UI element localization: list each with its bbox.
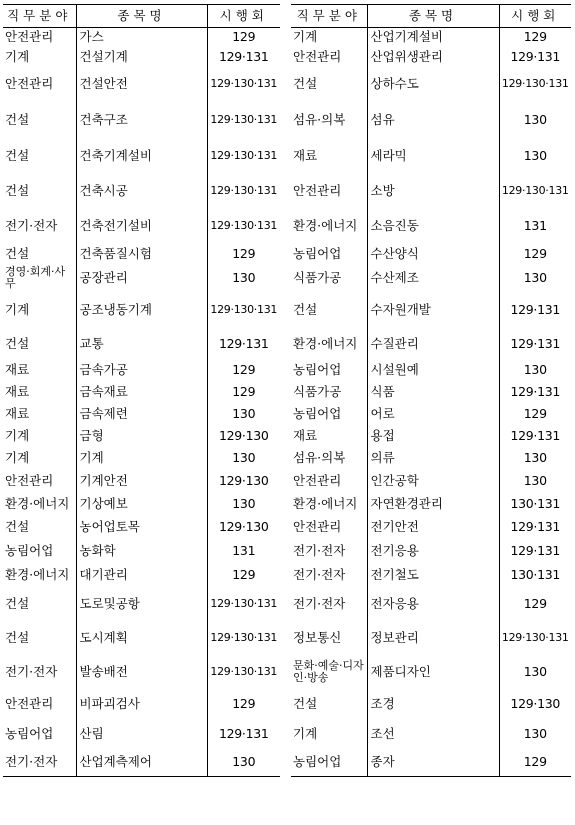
round-cell: 129·130·131 [210, 76, 278, 90]
item-cell: 가스 [76, 28, 207, 47]
round-cell: 129 [499, 749, 571, 777]
round-cell: 131 [232, 542, 256, 558]
field-cell: 건설 [291, 291, 367, 329]
round-cell: 129 [232, 361, 256, 377]
header-row [3, 5, 280, 28]
field-cell: 건설 [291, 67, 367, 101]
round-cell: 130 [232, 405, 256, 421]
field-cell: 환경·에너지 [291, 329, 367, 359]
field-cell: 건설 [3, 139, 76, 173]
item-cell: 비파괴검사 [76, 689, 207, 719]
item-cell: 식품 [367, 381, 499, 403]
item-cell: 정보관리 [367, 621, 499, 655]
round-cell: 129·130·131 [210, 596, 278, 610]
table-row [291, 329, 571, 359]
item-cell: 수산제조 [367, 265, 499, 291]
field-cell: 건설 [3, 173, 76, 209]
round-cell: 129 [523, 245, 547, 261]
table-row [3, 329, 280, 359]
item-cell: 시설원예 [367, 359, 499, 381]
field-cell: 건설 [291, 689, 367, 719]
round-cell: 129 [232, 245, 256, 261]
table-row [291, 359, 571, 381]
field-cell: 안전관리 [3, 689, 76, 719]
field-cell: 환경·에너지 [291, 209, 367, 243]
field-cell: 환경·에너지 [291, 493, 367, 515]
item-cell: 기계안전 [76, 469, 207, 493]
field-cell: 재료 [291, 139, 367, 173]
table-row [3, 587, 280, 621]
field-cell: 농림어업 [3, 539, 76, 563]
round-cell: 130 [232, 449, 256, 465]
field-cell: 재료 [3, 403, 76, 425]
item-cell: 전자응용 [367, 587, 499, 621]
item-cell: 세라믹 [367, 139, 499, 173]
field-cell: 정보통신 [291, 621, 367, 655]
item-cell: 인간공학 [367, 469, 499, 493]
table-row [291, 749, 571, 777]
table-row [3, 265, 280, 291]
table-row [3, 469, 280, 493]
item-cell: 건축전기설비 [76, 209, 207, 243]
field-cell: 농림어업 [3, 719, 76, 749]
table-row [3, 291, 280, 329]
round-cell: 130·131 [510, 495, 561, 511]
field-cell: 안전관리 [3, 67, 76, 101]
table-row [291, 621, 571, 655]
field-cell: 전기·전자 [291, 539, 367, 563]
table-row [291, 403, 571, 425]
round-cell: 129·130·131 [210, 148, 278, 162]
round-cell: 130 [523, 725, 547, 741]
table-row [3, 719, 280, 749]
item-cell: 제품디자인 [367, 655, 499, 689]
item-cell: 어로 [367, 403, 499, 425]
item-cell: 도시계획 [76, 621, 207, 655]
field-cell: 건설 [3, 243, 76, 265]
field-cell: 전기·전자 [3, 209, 76, 243]
field-cell: 기계 [3, 425, 76, 447]
item-cell: 산업계측제어 [76, 749, 207, 777]
table-row [291, 291, 571, 329]
item-cell: 용접 [367, 425, 499, 447]
item-cell: 교통 [76, 329, 207, 359]
field-cell: 전기·전자 [291, 587, 367, 621]
item-cell: 전기안전 [367, 515, 499, 539]
round-cell: 129·130·131 [210, 664, 278, 678]
table-row [291, 655, 571, 689]
item-cell: 대기관리 [76, 563, 207, 587]
field-cell: 건설 [3, 101, 76, 139]
round-cell: 129·131 [218, 48, 269, 64]
field-cell: 기계 [3, 47, 76, 67]
field-cell: 전기·전자 [291, 563, 367, 587]
round-cell: 130 [523, 663, 547, 679]
field-cell: 문화·예술·디자인·방송 [291, 655, 367, 689]
table-row [3, 493, 280, 515]
item-cell: 기계 [76, 447, 207, 469]
table-row [3, 173, 280, 209]
item-cell: 산림 [76, 719, 207, 749]
item-cell: 종자 [367, 749, 499, 777]
item-cell: 발송배전 [76, 655, 207, 689]
item-cell: 건축구조 [76, 101, 207, 139]
round-cell: 130 [523, 269, 547, 285]
round-cell: 130 [523, 147, 547, 163]
table-row [3, 689, 280, 719]
table-row [3, 209, 280, 243]
table-row [291, 243, 571, 265]
item-cell: 기상예보 [76, 493, 207, 515]
exam-table-left [3, 4, 280, 777]
item-cell: 상하수도 [367, 67, 499, 101]
item-cell: 농화학 [76, 539, 207, 563]
item-cell: 건설기계 [76, 47, 207, 67]
round-cell: 129·130 [510, 695, 561, 711]
table-row [3, 101, 280, 139]
round-cell: 129·131 [510, 335, 561, 351]
field-cell: 식품가공 [291, 381, 367, 403]
field-cell: 건설 [3, 587, 76, 621]
field-cell: 안전관리 [291, 515, 367, 539]
round-cell: 130·131 [510, 566, 561, 582]
field-cell: 환경·에너지 [3, 493, 76, 515]
exam-table-right [291, 4, 571, 777]
item-cell: 전기철도 [367, 563, 499, 587]
table-row [3, 563, 280, 587]
field-cell: 재료 [3, 381, 76, 403]
table-body-right [291, 28, 571, 777]
field-cell: 안전관리 [3, 28, 76, 47]
round-cell: 129·130·131 [210, 218, 278, 232]
header-item: 종목명 [76, 5, 207, 28]
table-row [291, 173, 571, 209]
item-cell: 조선 [367, 719, 499, 749]
field-cell: 안전관리 [3, 469, 76, 493]
table-row [291, 515, 571, 539]
table-row [3, 539, 280, 563]
field-cell: 전기·전자 [3, 749, 76, 777]
table-row [291, 67, 571, 101]
round-cell: 129 [232, 29, 256, 45]
table-row [3, 359, 280, 381]
item-cell: 건축기계설비 [76, 139, 207, 173]
round-cell: 130 [232, 269, 256, 285]
field-cell: 농림어업 [291, 243, 367, 265]
table-row [291, 381, 571, 403]
table-row [291, 469, 571, 493]
item-cell: 금속제련 [76, 403, 207, 425]
table-row [3, 139, 280, 173]
header-round: 시행회 [207, 5, 280, 28]
field-cell: 식품가공 [291, 265, 367, 291]
item-cell: 산업기계설비 [367, 28, 499, 47]
table-row [291, 539, 571, 563]
round-cell: 130 [232, 495, 256, 511]
item-cell: 섬유 [367, 101, 499, 139]
field-cell: 환경·에너지 [3, 563, 76, 587]
round-cell: 129·130·131 [501, 183, 569, 197]
round-cell: 129·130·131 [210, 183, 278, 197]
table-row [291, 493, 571, 515]
table-row [3, 47, 280, 67]
round-cell: 129 [523, 595, 547, 611]
item-cell: 공조냉동기계 [76, 291, 207, 329]
table-row [3, 655, 280, 689]
table-row [291, 265, 571, 291]
round-cell: 129·131 [218, 725, 269, 741]
item-cell: 금속재료 [76, 381, 207, 403]
header-field: 직무분야 [3, 5, 76, 28]
round-cell: 130 [523, 361, 547, 377]
item-cell: 전기응용 [367, 539, 499, 563]
field-cell: 기계 [291, 28, 367, 47]
table-row [291, 447, 571, 469]
item-cell: 건축품질시험 [76, 243, 207, 265]
round-cell: 129·131 [510, 383, 561, 399]
field-cell: 섬유·의복 [291, 101, 367, 139]
round-cell: 129·131 [510, 427, 561, 443]
right-table [291, 4, 571, 777]
round-cell: 129·131 [218, 335, 269, 351]
item-cell: 건축시공 [76, 173, 207, 209]
field-cell: 안전관리 [291, 469, 367, 493]
round-cell: 129·131 [510, 518, 561, 534]
round-cell: 130 [523, 472, 547, 488]
item-cell: 금속가공 [76, 359, 207, 381]
round-cell: 129·130 [218, 472, 269, 488]
field-cell: 안전관리 [291, 173, 367, 209]
item-cell: 조경 [367, 689, 499, 719]
field-cell: 건설 [3, 329, 76, 359]
table-row [3, 425, 280, 447]
round-cell: 129 [523, 29, 547, 45]
item-cell: 소방 [367, 173, 499, 209]
round-cell: 129·130 [218, 518, 269, 534]
field-cell: 농림어업 [291, 749, 367, 777]
field-cell: 기계 [3, 291, 76, 329]
round-cell: 129·130·131 [501, 76, 569, 90]
field-cell: 안전관리 [291, 47, 367, 67]
table-row [3, 243, 280, 265]
header-field: 직무분야 [291, 5, 367, 28]
item-cell: 수산양식 [367, 243, 499, 265]
round-cell: 129·131 [510, 48, 561, 64]
round-cell: 129·130·131 [210, 112, 278, 126]
round-cell: 131 [523, 217, 547, 233]
item-cell: 도로및공항 [76, 587, 207, 621]
round-cell: 129·130·131 [501, 630, 569, 644]
field-cell: 농림어업 [291, 359, 367, 381]
header-row [291, 5, 571, 28]
table-row [3, 381, 280, 403]
round-cell: 130 [523, 449, 547, 465]
table-body-left [3, 28, 280, 777]
table-row [291, 563, 571, 587]
round-cell: 129 [232, 383, 256, 399]
table-row [3, 621, 280, 655]
item-cell: 소음진동 [367, 209, 499, 243]
header-round: 시행회 [499, 5, 571, 28]
table-row [291, 28, 571, 47]
item-cell: 금형 [76, 425, 207, 447]
header-item: 종목명 [367, 5, 499, 28]
item-cell: 건설안전 [76, 67, 207, 101]
field-cell: 농림어업 [291, 403, 367, 425]
round-cell: 129 [523, 405, 547, 421]
table-row [291, 139, 571, 173]
field-cell: 기계 [3, 447, 76, 469]
table-row [3, 403, 280, 425]
round-cell: 130 [207, 749, 280, 777]
item-cell: 산업위생관리 [367, 47, 499, 67]
table-row [291, 587, 571, 621]
table-row [3, 447, 280, 469]
table-row [3, 749, 280, 777]
table-row [291, 425, 571, 447]
table-row [291, 719, 571, 749]
round-cell: 129·131 [510, 301, 561, 317]
table-row [291, 101, 571, 139]
item-cell: 의류 [367, 447, 499, 469]
round-cell: 129·130 [218, 427, 269, 443]
field-cell: 재료 [3, 359, 76, 381]
field-cell: 전기·전자 [3, 655, 76, 689]
table-row [291, 209, 571, 243]
table-row [291, 47, 571, 67]
field-cell: 기계 [291, 719, 367, 749]
item-cell: 자연환경관리 [367, 493, 499, 515]
table-row [3, 67, 280, 101]
item-cell: 수자원개발 [367, 291, 499, 329]
field-cell: 섬유·의복 [291, 447, 367, 469]
round-cell: 129·130·131 [210, 302, 278, 316]
round-cell: 129·130·131 [210, 630, 278, 644]
round-cell: 129·131 [510, 542, 561, 558]
field-cell: 건설 [3, 621, 76, 655]
left-table [3, 4, 280, 777]
field-cell: 건설 [3, 515, 76, 539]
field-cell: 경영·회계·사무 [3, 265, 76, 291]
round-cell: 130 [523, 111, 547, 127]
round-cell: 129 [232, 566, 256, 582]
table-row [291, 689, 571, 719]
table-row [3, 515, 280, 539]
item-cell: 수질관리 [367, 329, 499, 359]
round-cell: 129 [232, 695, 256, 711]
item-cell: 농어업토목 [76, 515, 207, 539]
item-cell: 공장관리 [76, 265, 207, 291]
table-row [3, 28, 280, 47]
field-cell: 재료 [291, 425, 367, 447]
